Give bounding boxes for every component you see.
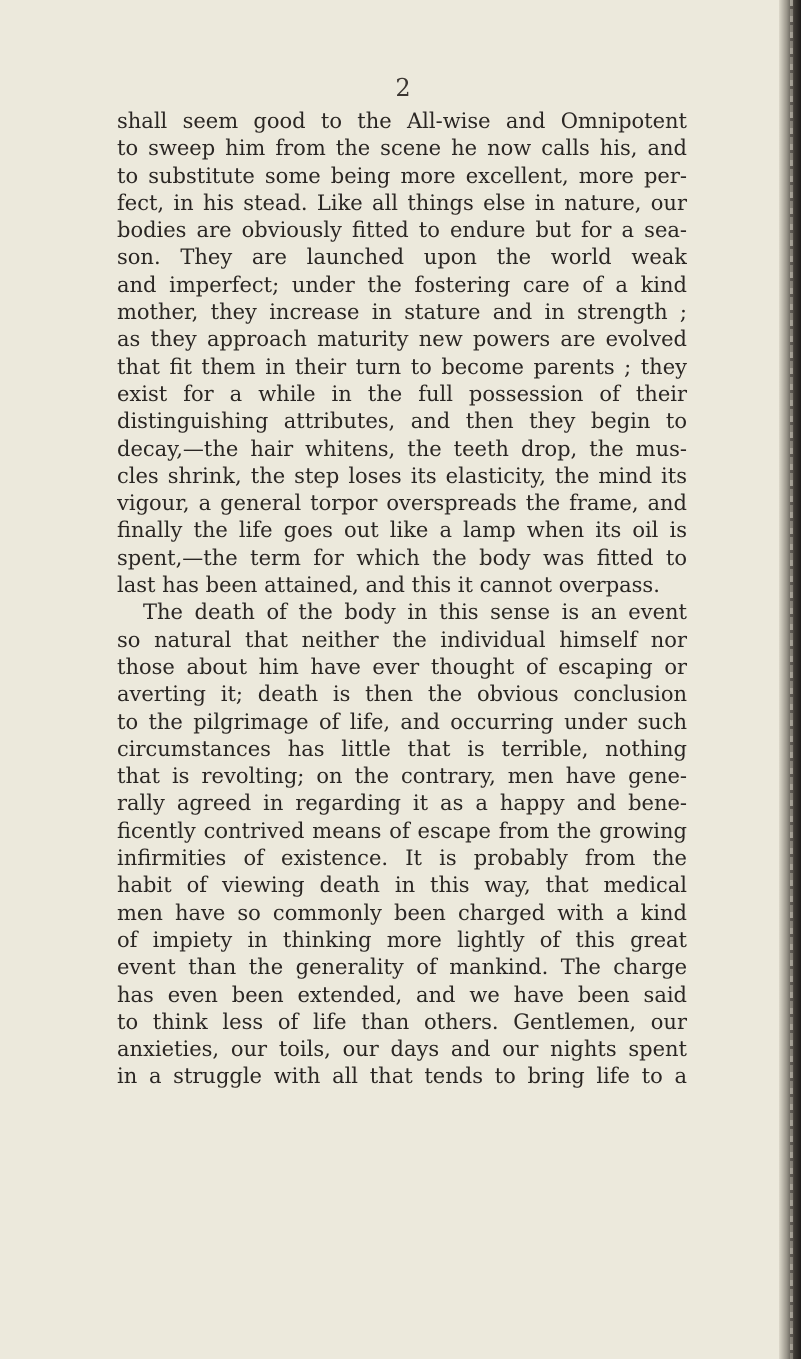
paragraph-start-line: The death of the body in this sense is an event — [143, 600, 687, 625]
text-line: as they approach maturity new powers are evolved — [117, 327, 687, 352]
text-line: exist for a while in the full possession of their — [117, 381, 687, 406]
text-line: fect, in his stead. Like all things else in nature, our — [117, 190, 687, 215]
paragraph-end-line: last has been attained, and this it cannot overpass. — [117, 573, 660, 598]
text-line: spent,—the term for which the body was fitted to — [117, 545, 687, 570]
text-line: ficently contrived means of escape from the growing — [117, 818, 687, 843]
text-line: averting it; death is then the obvious conclusion — [117, 682, 687, 707]
text-line: finally the life goes out like a lamp when its oil is — [117, 518, 687, 543]
text-line: decay,—the hair whitens, the teeth drop, the mus- — [117, 436, 687, 461]
text-line: bodies are obviously fitted to endure but for a sea- — [117, 218, 687, 243]
text-line: that fit them in their turn to become parents ; they — [117, 354, 687, 379]
text-line: to substitute some being more excellent, more per- — [117, 163, 687, 188]
text-line: to the pilgrimage of life, and occurring under such — [117, 709, 687, 734]
text-line: rally agreed in regarding it as a happy and bene- — [117, 791, 687, 816]
text-line: son. They are launched upon the world weak — [117, 245, 687, 270]
text-line: in a struggle with all that tends to bring life to a — [117, 1064, 687, 1089]
text-line: so natural that neither the individual himself nor — [117, 627, 687, 652]
text-line: event than the generality of mankind. The charge — [117, 955, 687, 980]
text-line: anxieties, our toils, our days and our nights spent — [117, 1037, 687, 1062]
text-line: has even been extended, and we have been said — [117, 982, 687, 1007]
text-line: to sweep him from the scene he now calls his, and — [117, 136, 687, 161]
text-line: of impiety in thinking more lightly of this great — [117, 927, 687, 952]
text-line: to think less of life than others. Gentlemen, our — [117, 1009, 687, 1034]
page-number: 2 — [395, 74, 411, 102]
text-line: circumstances has little that is terrible, nothing — [117, 736, 687, 761]
text-line: distinguishing attributes, and then they begin to — [117, 409, 687, 434]
text-line: cles shrink, the step loses its elasticity, the mind its — [117, 463, 687, 488]
page-edge-texture — [790, 0, 793, 1359]
text-line: mother, they increase in stature and in strength ; — [117, 300, 687, 325]
text-line: those about him have ever thought of escaping or — [117, 654, 687, 679]
text-line: vigour, a general torpor overspreads the frame, and — [117, 491, 687, 516]
body-text — [117, 108, 687, 1091]
text-line: infirmities of existence. It is probably from the — [117, 846, 687, 871]
text-line: men have so commonly been charged with a kind — [117, 900, 687, 925]
text-line: that is revolting; on the contrary, men have gene- — [117, 764, 687, 789]
text-line: and imperfect; under the fostering care of a kind — [117, 272, 687, 297]
text-line: habit of viewing death in this way, that medical — [117, 873, 687, 898]
text-line: shall seem good to the All-wise and Omnipotent — [117, 109, 687, 133]
